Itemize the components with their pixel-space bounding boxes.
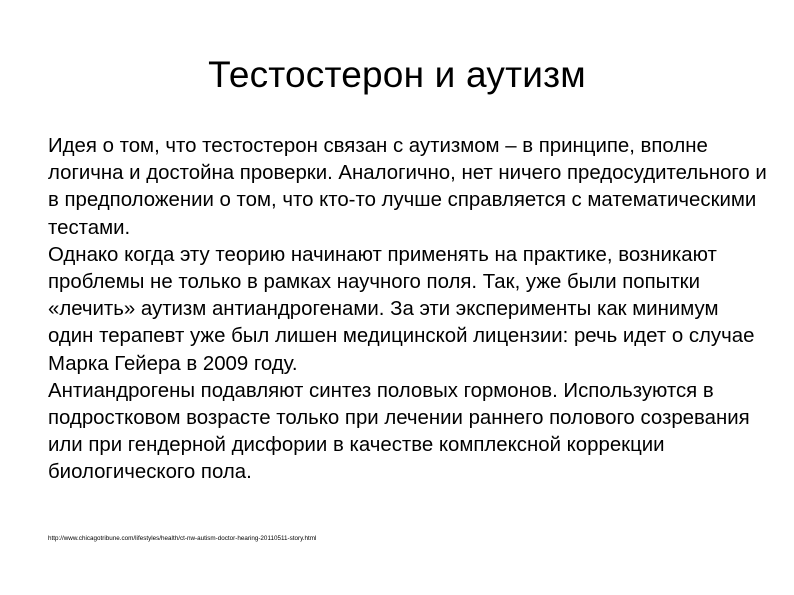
paragraph-practice: Однако когда эту теорию начинают применять на практике, возникают проблемы не только в рамках научного поля. Так, уже были попытки «лечить» аутизм антиандрогенами. За эти эксперименты как минимум один терапевт уже был лишен медицинской лицензии: речь идет о случае Марка Гейера в 2009 году. (48, 243, 755, 375)
slide-title: Тестостерон и аутизм (208, 54, 586, 95)
paragraph-hypothesis: Идея о том, что тестостерон связан с аутизмом – в принципе, вполне логична и достойна проверки. Аналогично, нет ничего предосудительного и в предположении о том, что кто-то лучше справляется с математическими тестами. (48, 135, 767, 239)
source-link[interactable]: http://www.chicagotribune.com/lifestyles/health/ct-nw-autism-doctor-hearing-20110511-story.html (48, 535, 317, 542)
slide-body (48, 133, 768, 487)
paragraph-antiandrogens: Антиандрогены подавляют синтез половых гормонов. Используются в подростковом возрасте только при лечении раннего полового созревания или при гендерной дисфории в качестве комплексной коррекции биологического пола. (48, 379, 750, 484)
